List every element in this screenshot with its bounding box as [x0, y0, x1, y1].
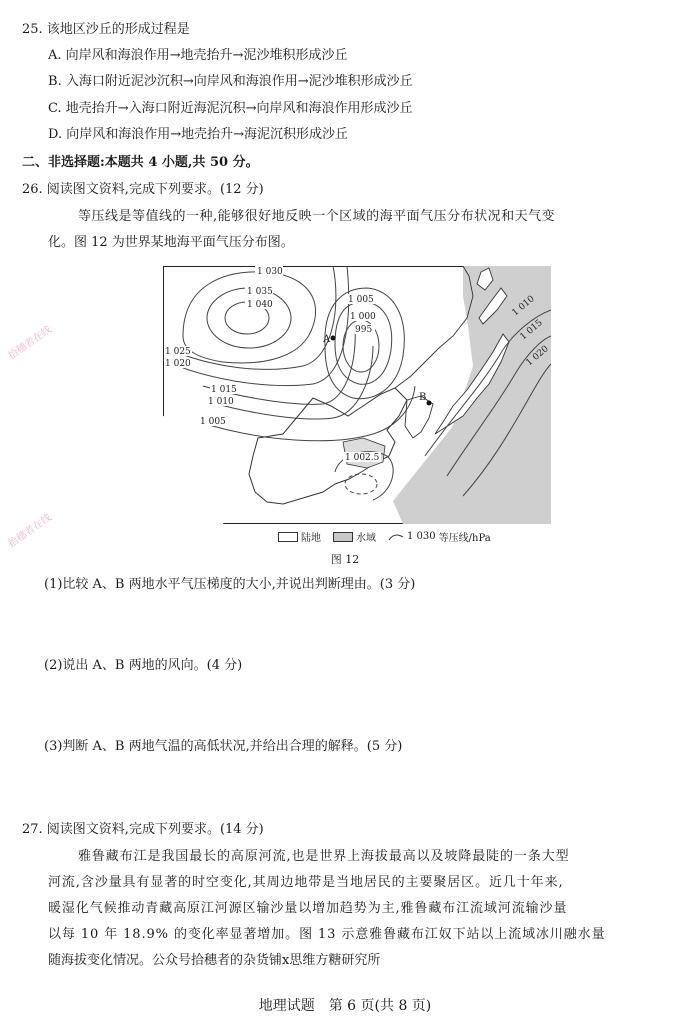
point-b-marker	[427, 401, 432, 406]
point-a-label: A	[323, 334, 331, 345]
label-1000: 1 000	[350, 312, 376, 322]
q27-line2: 河流,含沙量具有显著的时空变化,其周边地带是当地居民的主要聚居区。近几十年来,	[48, 875, 564, 890]
legend-land-text: 陆地	[301, 533, 321, 544]
legend-land-swatch	[278, 532, 298, 542]
label-1035: 1 035	[247, 287, 273, 297]
figure-caption: 图 12	[330, 553, 360, 566]
label-1040: 1 040	[247, 300, 273, 310]
legend-water-swatch	[333, 532, 353, 542]
q25-stem: 25. 该地区沙丘的形成过程是	[22, 22, 190, 37]
point-a-marker	[331, 336, 336, 341]
q27-line1: 雅鲁藏布江是我国最长的高原河流,也是世界上海拔最高以及坡降最陡的一条大型	[78, 849, 570, 864]
legend-water-text: 水域	[356, 533, 376, 544]
label-1010-east: 1 010	[510, 294, 537, 319]
q25-option-d: D. 向岸风和海浪作用→地壳抬升→海泥沉积形成沙丘	[48, 127, 349, 142]
legend-isobar-line-icon	[388, 533, 404, 541]
q27-stem: 27. 阅读图文资料,完成下列要求。(14 分)	[22, 822, 264, 837]
watermark-1: 拾穗者在线	[6, 324, 54, 362]
q25-option-b: B. 入海口附近泥沙沉积→向岸风和海浪作用→泥沙堆积形成沙丘	[48, 74, 413, 89]
label-1020-east: 1 020	[524, 344, 551, 369]
q26-sub2: (2)说出 A、B 两地的风向。(4 分)	[44, 658, 243, 673]
legend-isobar-text: 等压线/hPa	[438, 533, 491, 544]
label-1010: 1 010	[208, 397, 234, 407]
pressure-map-svg	[163, 266, 551, 524]
pressure-map	[163, 266, 551, 524]
legend-isobar-value: 1 030	[407, 531, 436, 542]
label-1030: 1 030	[257, 267, 283, 277]
label-1015: 1 015	[211, 385, 237, 395]
q25-option-c: C. 地壳抬升→入海口附近海泥沉积→向岸风和海浪作用形成沙丘	[48, 101, 413, 116]
point-b-label: B	[419, 392, 427, 403]
label-1020: 1 020	[165, 359, 191, 369]
q26-intro-line2: 化。图 12 为世界某地海平面气压分布图。	[48, 235, 294, 250]
q27-line5: 随海拔变化情况。公众号拾穗者的杂货铺x思维方糖研究所	[48, 953, 381, 968]
label-1005-west: 1 005	[200, 417, 226, 427]
legend-land	[278, 529, 321, 544]
legend-isobar	[388, 529, 491, 544]
section-heading: 二、非选择题:本题共 4 小题,共 50 分。	[22, 155, 259, 170]
q26-sub3: (3)判断 A、B 两地气温的高低状况,并给出合理的解释。(5 分)	[44, 739, 403, 754]
q27-line3: 暖湿化气候推动青藏高原江河源区输沙量以增加趋势为主,雅鲁藏布江流域河流输沙量	[48, 901, 568, 916]
label-1025: 1 025	[165, 347, 191, 357]
label-1015-east: 1 015	[518, 318, 545, 343]
q25-option-a: A. 向岸风和海浪作用→地壳抬升→泥沙堆积形成沙丘	[48, 48, 348, 63]
q26-stem: 26. 阅读图文资料,完成下列要求。(12 分)	[22, 182, 264, 197]
label-995: 995	[355, 325, 373, 335]
q26-intro-line1: 等压线是等值线的一种,能够很好地反映一个区域的海平面气压分布状况和天气变	[78, 209, 556, 224]
watermark-2: 拾穗者在线	[6, 512, 54, 550]
label-1005-low: 1 005	[348, 295, 374, 305]
q27-line4: 以每 10 年 18.9% 的变化率显著增加。图 13 示意雅鲁藏布江奴下站以上流域冰川融水量	[48, 927, 606, 942]
q26-sub1: (1)比较 A、B 两地水平气压梯度的大小,并说出判断理由。(3 分)	[44, 577, 416, 592]
label-1002-5: 1 002.5	[345, 453, 380, 463]
legend-water	[333, 529, 376, 544]
map-legend	[278, 529, 499, 544]
page-footer: 地理试题 第 6 页(共 8 页)	[258, 998, 432, 1014]
